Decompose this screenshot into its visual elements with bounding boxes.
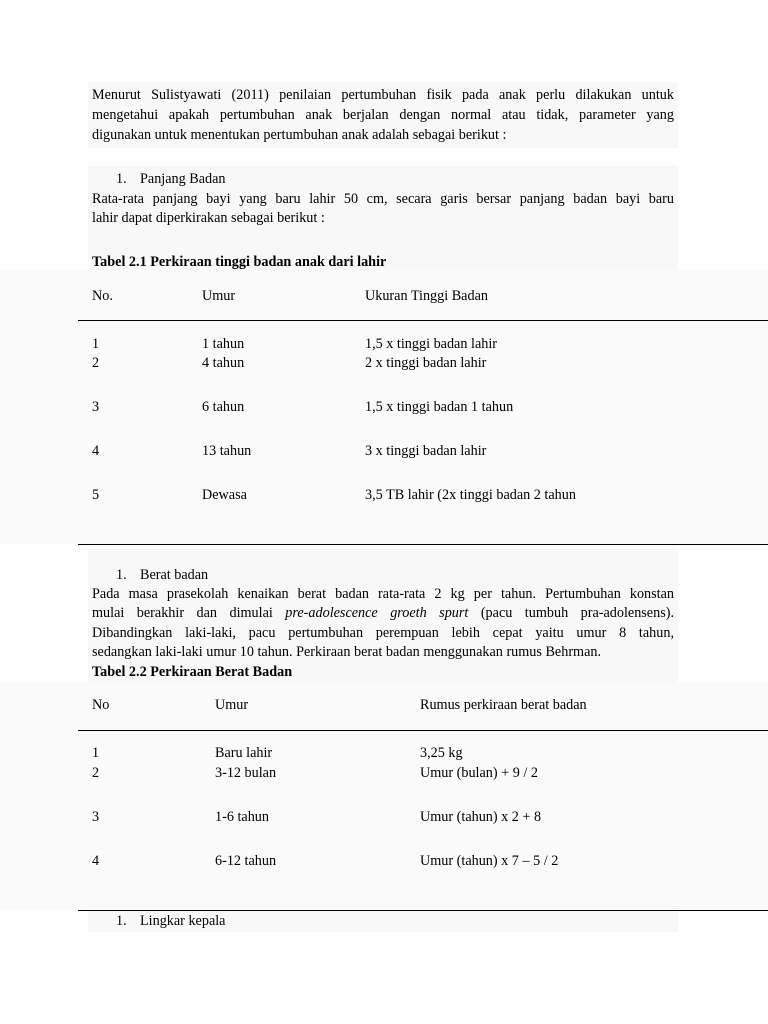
cell-no: 4 (92, 443, 100, 459)
cell-no: 3 (92, 399, 100, 415)
body-text: (pacu tumbuh pra-adolensens). (468, 605, 674, 621)
table-header-row (0, 696, 768, 716)
intro-line: Menurut Sulistyawati (2011) penilaian pertumbuhan fisik pada anak perlu dilakukan untuk (92, 87, 674, 103)
table-row (0, 486, 768, 506)
cell-no: 1 (92, 745, 100, 761)
cell-umur: 6 tahun (202, 399, 245, 415)
italic-term: pre-adolescence groeth spurt (285, 605, 469, 621)
intro-line: digunakan untuk menentukan pertumbuhan anak adalah sebagai berikut : (92, 127, 507, 143)
cell-no: 4 (92, 853, 100, 869)
cell-rumus: 3,25 kg (420, 745, 463, 761)
cell-no: 2 (92, 765, 100, 781)
column-header-umur: Umur (215, 697, 249, 713)
cell-umur: 1 tahun (202, 336, 245, 352)
table-row (0, 354, 768, 374)
cell-rumus: Umur (tahun) x 2 + 8 (420, 809, 542, 825)
cell-ukuran: 3,5 TB lahir (2x tinggi badan 2 tahun (365, 487, 576, 503)
section-title: Panjang Badan (140, 171, 226, 187)
cell-umur: Baru lahir (215, 745, 273, 761)
column-header-no: No. (92, 288, 113, 304)
table-row (0, 808, 768, 828)
column-header-umur: Umur (202, 288, 236, 304)
table-caption: Tabel 2.1 Perkiraan tinggi badan anak dari lahir (92, 254, 387, 270)
body-text: mulai berakhir dan dimulai (92, 605, 286, 621)
table-rule (78, 544, 768, 545)
table-rule (78, 730, 768, 731)
table-row (0, 852, 768, 872)
section-heading-berat-badan (116, 566, 208, 586)
cell-no: 1 (92, 336, 100, 352)
column-header-no: No (92, 697, 110, 713)
list-number: 1. (116, 567, 127, 583)
cell-no: 3 (92, 809, 100, 825)
table-header-row (0, 287, 768, 307)
cell-rumus: Umur (bulan) + 9 / 2 (420, 765, 538, 781)
column-header-rumus: Rumus perkiraan berat badan (420, 697, 587, 713)
table-band (0, 682, 768, 910)
cell-umur: Dewasa (202, 487, 247, 503)
body-line: Rata-rata panjang bayi yang baru lahir 50 cm, secara garis bersar panjang badan bayi baru (92, 191, 674, 207)
section-heading-lingkar-kepala (116, 912, 225, 932)
cell-ukuran: 2 x tinggi badan lahir (365, 355, 487, 371)
table-caption: Tabel 2.2 Perkiraan Berat Badan (92, 664, 293, 680)
cell-umur: 4 tahun (202, 355, 245, 371)
cell-umur: 13 tahun (202, 443, 252, 459)
cell-ukuran: 1,5 x tinggi badan 1 tahun (365, 399, 514, 415)
cell-umur: 6-12 tahun (215, 853, 277, 869)
table-row (0, 398, 768, 418)
section-title: Berat badan (140, 567, 209, 583)
cell-umur: 3-12 bulan (215, 765, 277, 781)
list-number: 1. (116, 913, 127, 929)
body-line: lahir dapat diperkirakan sebagai berikut : (92, 210, 325, 226)
column-header-ukuran: Ukuran Tinggi Badan (365, 288, 488, 304)
table-rule (78, 910, 768, 911)
section-title: Lingkar kepala (140, 913, 226, 929)
cell-rumus: Umur (tahun) x 7 – 5 / 2 (420, 853, 559, 869)
list-number: 1. (116, 171, 127, 187)
table-row (0, 764, 768, 784)
cell-ukuran: 3 x tinggi badan lahir (365, 443, 487, 459)
cell-umur: 1-6 tahun (215, 809, 269, 825)
cell-no: 2 (92, 355, 100, 371)
body-line: Pada masa prasekolah kenaikan berat badan rata-rata 2 kg per tahun. Pertumbuhan konstan (92, 586, 674, 602)
cell-ukuran: 1,5 x tinggi badan lahir (365, 336, 497, 352)
body-line: sedangkan laki-laki umur 10 tahun. Perkiraan berat badan menggunakan rumus Behrman. (92, 644, 602, 660)
table-rule (78, 320, 768, 321)
cell-no: 5 (92, 487, 100, 503)
body-line: Dibandingkan laki-laki, pacu pertumbuhan perempuan lebih cepat yaitu umur 8 tahun, (92, 625, 674, 641)
section-heading-panjang-badan (116, 170, 226, 190)
body-line (92, 604, 674, 624)
table-row (0, 442, 768, 462)
table-row (0, 335, 768, 355)
intro-line: mengetahui apakah pertumbuhan anak berjalan dengan normal atau tidak, parameter yang (92, 107, 674, 123)
table-row (0, 744, 768, 764)
